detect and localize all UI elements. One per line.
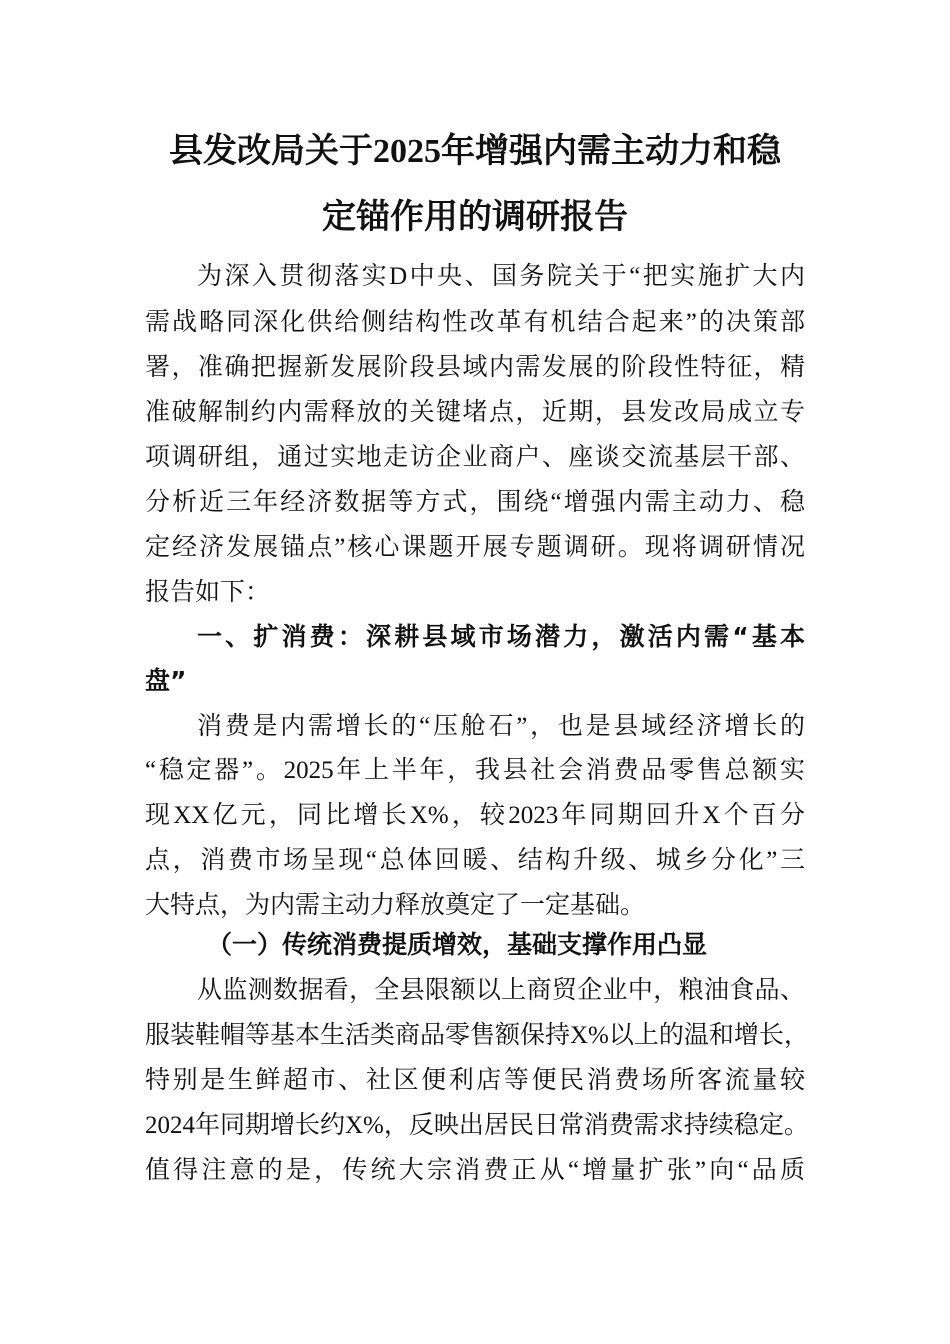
- paragraph-line: 分析近三年经济数据等方式，围绕“增强内需主动力、稳: [145, 489, 805, 516]
- document-title-line-2: 定锚作用的调研报告: [322, 199, 628, 236]
- paragraph-line: 准破解制约内需释放的关键堵点，近期，县发改局成立专: [145, 399, 805, 426]
- paragraph-line: 为深入贯彻落实D中央、国务院关于“把实施扩大内: [197, 263, 805, 290]
- paragraph-line: 服装鞋帽等基本生活类商品零售额保持X%以上的温和增长，: [145, 1022, 809, 1049]
- paragraph-line: “稳定器”。2025年上半年，我县社会消费品零售总额实: [145, 757, 805, 784]
- paragraph-line: 2024年同期增长约X%，反映出居民日常消费需求持续稳定。: [145, 1112, 809, 1139]
- paragraph-line: 从监测数据看，全县限额以上商贸企业中，粮油食品、: [197, 977, 805, 1004]
- paragraph-line: 值得注意的是，传统大宗消费正从“增量扩张”向“品质: [145, 1157, 805, 1184]
- paragraph-line: 现XX亿元，同比增长X%，较2023年同期回升X个百分: [145, 802, 805, 829]
- paragraph-line: 大特点，为内需主动力释放奠定了一定基础。: [145, 892, 646, 919]
- paragraph-line: 消费是内需增长的“压舱石”，也是县域经济增长的: [197, 713, 805, 740]
- document-title-line-1: 县发改局关于2025年增强内需主动力和稳: [169, 133, 781, 170]
- section-heading-line: 盘”: [145, 666, 187, 695]
- paragraph-line: 需战略同深化供给侧结构性改革有机结合起来”的决策部: [145, 309, 805, 336]
- section-heading-line: 一、扩消费：深耕县域市场潜力，激活内需“基本: [197, 622, 805, 651]
- paragraph-line: 点，消费市场呈现“总体回暖、结构升级、城乡分化”三: [145, 847, 805, 874]
- paragraph-line: 特别是生鲜超市、社区便利店等便民消费场所客流量较: [145, 1067, 805, 1094]
- paragraph-line: 项调研组，通过实地走访企业商户、座谈交流基层干部、: [145, 444, 805, 471]
- paragraph-line: 定经济发展锚点”核心课题开展专题调研。现将调研情况: [145, 534, 805, 561]
- paragraph-line: 报告如下：: [145, 579, 271, 606]
- paragraph-line: 署，准确把握新发展阶段县域内需发展的阶段性特征，精: [145, 354, 805, 381]
- subsection-heading: （一）传统消费提质增效，基础支撑作用凸显: [207, 932, 708, 959]
